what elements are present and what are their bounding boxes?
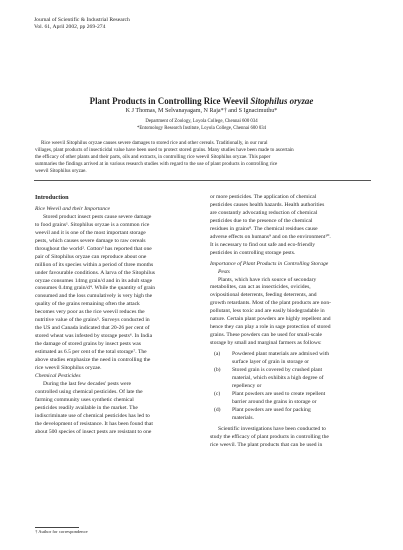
list-item-text: repellency or <box>232 382 262 389</box>
list-item <box>210 351 373 367</box>
subsection-heading: Pests <box>218 268 230 275</box>
list-item <box>210 367 373 391</box>
abstract-line: weevil Sitophilus oryzae. <box>35 168 87 175</box>
text-line: It is necessary to find out safe and eco-friendly <box>210 241 316 248</box>
text-line: residues in grains⁸. The chemical residues cause <box>210 225 318 232</box>
affiliations <box>0 119 403 132</box>
footnote: † Author for correspondence <box>35 529 88 534</box>
affiliation-line: Department of Zoology, Loyola College, Chennai 600 034 <box>145 119 258 124</box>
text-line: or more pesticides. The application of chemical <box>210 194 317 200</box>
text-line: above studies emphasize the need in controlling the <box>35 357 151 364</box>
abstract-line: Rice weevil Sitophilus oryzae causes severe damages to stored rice and other cereals. Traditionally, in our rural <box>41 140 268 146</box>
abstract-line: villages, plant products of insecticidal value have been used to protect stored grains. Many studies have been made to ascertain <box>35 147 294 154</box>
text-line: pollutant, less toxic and are easily biodegradable in <box>210 308 325 315</box>
text-line: Plants, which have rich source of secondary <box>218 276 317 283</box>
list-item-text: Powdered plant materials are admixed with <box>232 351 330 358</box>
affiliation-line: *Entomology Research Institute, Loyola College, Chennai 600 034 <box>136 125 267 131</box>
text-line: study the efficacy of plant products in controlling the <box>210 433 329 440</box>
text-line: pesticides in controlling storage pests. <box>210 249 296 256</box>
text-line: to food grains¹. Sitophilus oryzae is a common rice <box>35 221 150 228</box>
text-line: farming community uses synthetic chemical <box>35 396 134 403</box>
text-line: rice weevil Sitophilus oryzae. <box>35 365 102 372</box>
list-item-text: Plant powders are used to create repellent <box>232 390 326 397</box>
subsection-heading: Chemical Pesticides <box>35 372 81 379</box>
text-line: consumed and the loss cumulatively is very high the <box>35 293 153 300</box>
text-line: Stored product insect pests cause severe damage <box>43 213 152 220</box>
paper-title-species: Sitophilus oryzae <box>250 96 314 106</box>
text-line: pesticides due to the presence of the chemical <box>210 217 313 224</box>
text-line: metabolites, can act as insecticides, ovicides, <box>210 284 311 291</box>
text-line: Scientific investigations have been conducted to <box>218 425 326 432</box>
abstract <box>35 140 370 175</box>
paragraph <box>210 426 373 450</box>
paragraph <box>35 214 198 373</box>
text-line: During the last few decades' pests were <box>43 380 131 387</box>
list-item <box>210 391 373 407</box>
list-item-text: Plant powders are used for packing <box>232 406 311 413</box>
abstract-divider <box>34 180 371 181</box>
text-line: the development of resistance. It has been found that <box>35 420 153 427</box>
section-heading: Introduction <box>35 194 69 201</box>
list-item-text: material, which exhibits a high degree of <box>232 374 324 381</box>
paragraph <box>210 277 373 349</box>
text-line: under favourable conditions. A larva of the Sitophilus <box>35 269 155 276</box>
list-item-marker: (b) <box>214 367 221 374</box>
text-line: stored wheat was infested by storage pests⁶. In India <box>35 333 153 340</box>
text-line: million of its species within a period of three months <box>35 261 154 268</box>
text-line: controlled using chemical pesticides. Of late the <box>35 388 143 395</box>
paragraph <box>210 194 373 258</box>
text-line: indiscriminate use of chemical pesticides has led to <box>35 412 150 419</box>
text-line: hence they can play a role in sage protection of stored <box>210 324 331 331</box>
text-line: rice weevil. The plant products that can be used in <box>210 441 323 448</box>
text-line: throughout the world². Cotton³ has reported that one <box>35 245 152 252</box>
enumerated-list <box>210 351 373 423</box>
paper-authors: K J Thomas, M Selvanayagam, N Raja*† and S Ignacimuthu* <box>125 108 278 114</box>
text-line: growth retardants. Most of the plant products are non- <box>210 300 332 307</box>
text-line: nature. Certain plant powders are highly repellent and <box>210 316 331 323</box>
abstract-line: summaries the findings arrived at in various research studies with regard to the use of plant products in controlling rice <box>35 161 278 168</box>
subsection-heading: Rice Weevil and their Importance <box>35 205 110 212</box>
text-line: weevil and it is one of the most important storage <box>35 229 146 236</box>
text-line: consumes 0.4mg grain/d⁴. While the quantity of grain <box>35 285 156 292</box>
paragraph <box>35 381 198 437</box>
subsection-heading: Importance of Plant Products in Controlling Storage <box>210 260 329 267</box>
list-item-text: materials. <box>232 414 254 421</box>
text-line: pair of Sitophilus oryzae can reproduce about one <box>35 253 147 260</box>
journal-issue: Vol. 61, April 2002, pp 269-274 <box>34 24 106 31</box>
text-line: pesticides causes health hazards. Health authorities <box>210 201 325 208</box>
list-item-marker: (d) <box>214 406 221 413</box>
list-item-text: barrier around the grains in storage or <box>232 398 317 405</box>
journal-header <box>34 17 130 31</box>
journal-name: Journal of Scientific & Industrial Research <box>34 17 130 23</box>
text-line: grains. These powders can be used for small-scale <box>210 332 323 339</box>
text-line: adverse effects on humans⁹ and on the environment¹⁰. <box>210 233 331 240</box>
text-line: nutritive value of the grains⁵. Surveys conducted in <box>35 317 150 324</box>
paper-title <box>0 96 403 106</box>
text-line: oryzae consumes 14mg grain/d and in its adult stage <box>35 277 153 284</box>
text-line: are constantly advocating reduction of chemical <box>210 209 318 216</box>
text-line: pesticides readily available in the market. The <box>35 404 138 411</box>
text-line: becomes very poor as the rice weevil reduces the <box>35 309 145 316</box>
text-line: estimated as 6.5 per cent of the total storage⁷. The <box>35 349 147 356</box>
left-column <box>35 194 198 437</box>
text-line: the US and Canada indicated that 20-26 per cent of <box>35 325 150 332</box>
list-item <box>210 407 373 423</box>
text-line: storage by small and marginal farmers as follows: <box>210 340 322 347</box>
text-line: about 500 species of insect pests are resistant to one <box>35 428 152 435</box>
text-line: quality of the grains remaining often the attack <box>35 301 140 308</box>
footnote-divider <box>35 527 79 528</box>
abstract-line: the efficacy of other plants and their parts, oils and extracts, in controlling rice weevil Sitophilus oryzae. This paper <box>35 154 271 161</box>
list-item-marker: (c) <box>214 390 221 397</box>
list-item-text: Stored grain is covered by crushed plant <box>232 367 323 374</box>
list-item-text: surface layer of grain in storage or <box>232 359 310 366</box>
text-line: ovipositional deterrents, feeding deterrents, and <box>210 292 317 299</box>
right-column <box>210 194 373 450</box>
text-line: the damage of stored grains by insect pests was <box>35 341 141 348</box>
paper-title-main: Plant Products in Controlling Rice Weevil <box>89 96 251 106</box>
list-item-marker: (a) <box>214 351 221 358</box>
text-line: pests, which causes severe damage to raw cereals <box>35 237 146 244</box>
